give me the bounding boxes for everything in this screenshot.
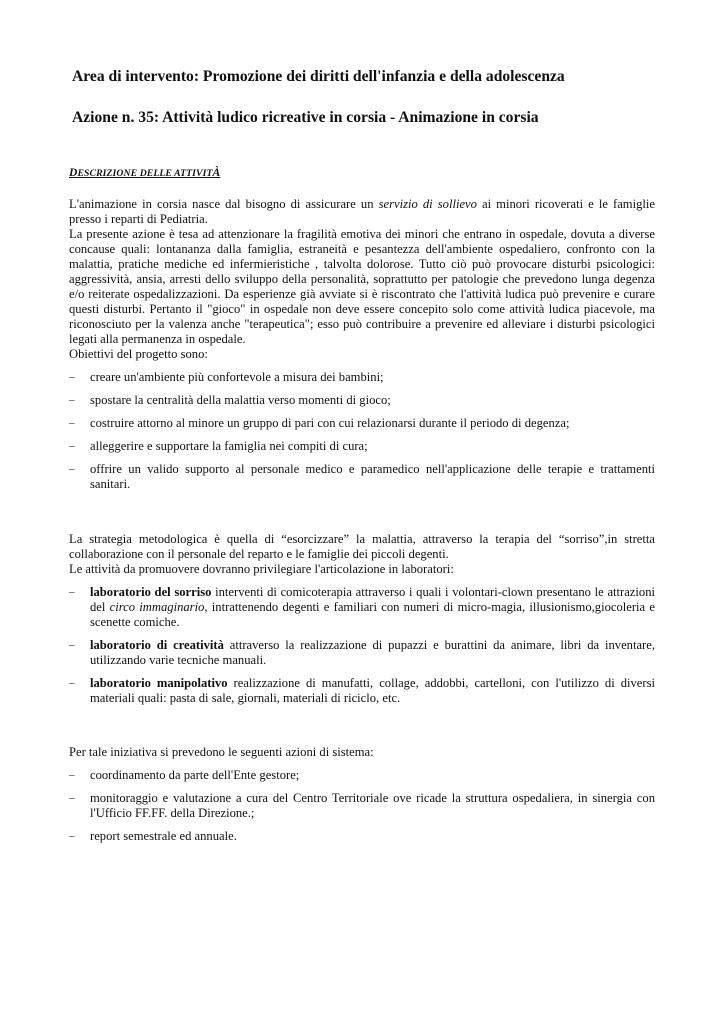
intro-p1-before: L'animazione in corsia nasce dal bisogno di assicurare un [69, 197, 379, 211]
list-item [69, 370, 655, 385]
objectives-list [69, 370, 655, 492]
list-item [69, 439, 655, 454]
list-item-text: report semestrale ed annuale. [90, 829, 237, 843]
section-title-descrizione [69, 166, 220, 179]
list-item [69, 638, 655, 668]
dash-bullet: – [69, 394, 75, 406]
dash-bullet: – [69, 639, 75, 651]
system-actions-intro: Per tale iniziativa si prevedono le seguenti azioni di sistema: [69, 745, 374, 759]
action-heading: Azione n. 35: Attività ludico ricreative in corsia - Animazione in corsia [72, 109, 539, 126]
lab-text: realizzazione di manufatti, collage, addobbi, cartelloni, con l'utilizzo di diversi materiali quali: pasta di sale, giornali, materiali di riciclo, etc. [90, 676, 655, 705]
list-item-text: coordinamento da parte dell'Ente gestore; [90, 768, 300, 782]
dash-bullet: – [69, 769, 75, 781]
dash-bullet: – [69, 417, 75, 429]
list-item [69, 791, 655, 821]
strategy-paragraph: La strategia metodologica è quella di “esorcizzare” la malattia, attraverso la terapia del “sorriso”,in stretta collaborazione con il personale del reparto e le famiglie dei piccoli degenti. [69, 532, 655, 561]
objectives-intro: Obiettivi del progetto sono: [69, 347, 208, 361]
list-item-text: costruire attorno al minore un gruppo di pari con cui relazionarsi durante il periodo di degenza; [90, 416, 570, 430]
list-item-text: creare un'ambiente più confortevole a misura dei bambini; [90, 370, 384, 384]
dash-bullet: – [69, 792, 75, 804]
list-item [69, 462, 655, 492]
lab-text: attraverso la realizzazione di pupazzi e burattini da animare, libri da inventare, utilizzando varie tecniche manuali. [90, 638, 655, 667]
list-item [69, 829, 655, 844]
description-block [69, 197, 655, 492]
dash-bullet: – [69, 586, 75, 598]
area-heading: Area di intervento: Promozione dei diritti dell'infanzia e della adolescenza [72, 68, 565, 85]
dash-bullet: – [69, 371, 75, 383]
lab-title: laboratorio del sorriso [90, 585, 212, 599]
lab-title: laboratorio di creatività [90, 638, 224, 652]
section-title-final: À [212, 166, 221, 179]
list-item-text: offrire un valido supporto al personale medico e paramedico nell'applicazione delle terapie e trattamenti sanitari. [90, 462, 655, 491]
list-item-text: spostare la centralità della malattia verso momenti di gioco; [90, 393, 391, 407]
list-item [69, 585, 655, 630]
system-actions-list [69, 768, 655, 844]
dash-bullet: – [69, 677, 75, 689]
lab-text: interventi di comicoterapia attraverso i quali i volontari-clown presentano le attrazioni del [90, 585, 655, 614]
list-item [69, 416, 655, 431]
intro-p1-after: ai minori ricoverati e le famiglie presso i reparti di Pediatria. [69, 197, 655, 226]
section-title-rest: ESCRIZIONE DELLE ATTIVIT [77, 168, 213, 179]
list-item [69, 393, 655, 408]
dash-bullet: – [69, 463, 75, 475]
list-item-text: monitoraggio e valutazione a cura del Centro Territoriale ove ricade la struttura ospedaliera, in sinergia con l'Ufficio FF.FF. della Direzione.; [90, 791, 655, 820]
intro-paragraph-2: La presente azione è tesa ad attenzionare la fragilità emotiva dei minori che entrano in ospedale, dovuta a diverse concause quali: lontananza dalla famiglia, estraneità e pesantezza dell'ambiente ospedaliero, confronto con la malattia, pratiche mediche ed infermieristiche , talvolta dolorose. Tutto ciò può provocare disturbi psicologici: aggressività, ansia, arresti dello sviluppo della personalità, soprattutto per patologie che prevedono lunga degenza e/o reiterate ospedalizzazioni. Da esperienze già avviate si è riscontrato che l'attività ludica può prevenire e curare questi disturbi. Pertanto il "gioco" in ospedale non deve essere concepito solo come attività ludica piacevole, ma riconosciuto per la valenza anche "terapeutica"; esso può contribuire a prevenire ed alleviare i disturbi psicologici legati alla permanenza in ospedale. [69, 227, 655, 346]
labs-list [69, 585, 655, 706]
list-item-text: alleggerire e supportare la famiglia nei compiti di cura; [90, 439, 368, 453]
list-item [69, 768, 655, 783]
labs-intro: Le attività da promuovere dovranno privilegiare l'articolazione in laboratori: [69, 562, 454, 576]
lab-italic: circo immaginario [109, 600, 205, 614]
dash-bullet: – [69, 440, 75, 452]
intro-p1-italic: servizio di sollievo [378, 197, 477, 211]
strategy-block [69, 532, 655, 706]
lab-text-after: , intrattenendo degenti e familiari con numeri di micro-magia, illusionismo,giocoleria e scenette comiche. [90, 600, 655, 629]
dash-bullet: – [69, 830, 75, 842]
system-actions-block [69, 745, 655, 844]
intro-paragraph-1 [69, 197, 655, 227]
lab-title: laboratorio manipolativo [90, 676, 228, 690]
list-item [69, 676, 655, 706]
section-title-initial: D [69, 166, 78, 179]
